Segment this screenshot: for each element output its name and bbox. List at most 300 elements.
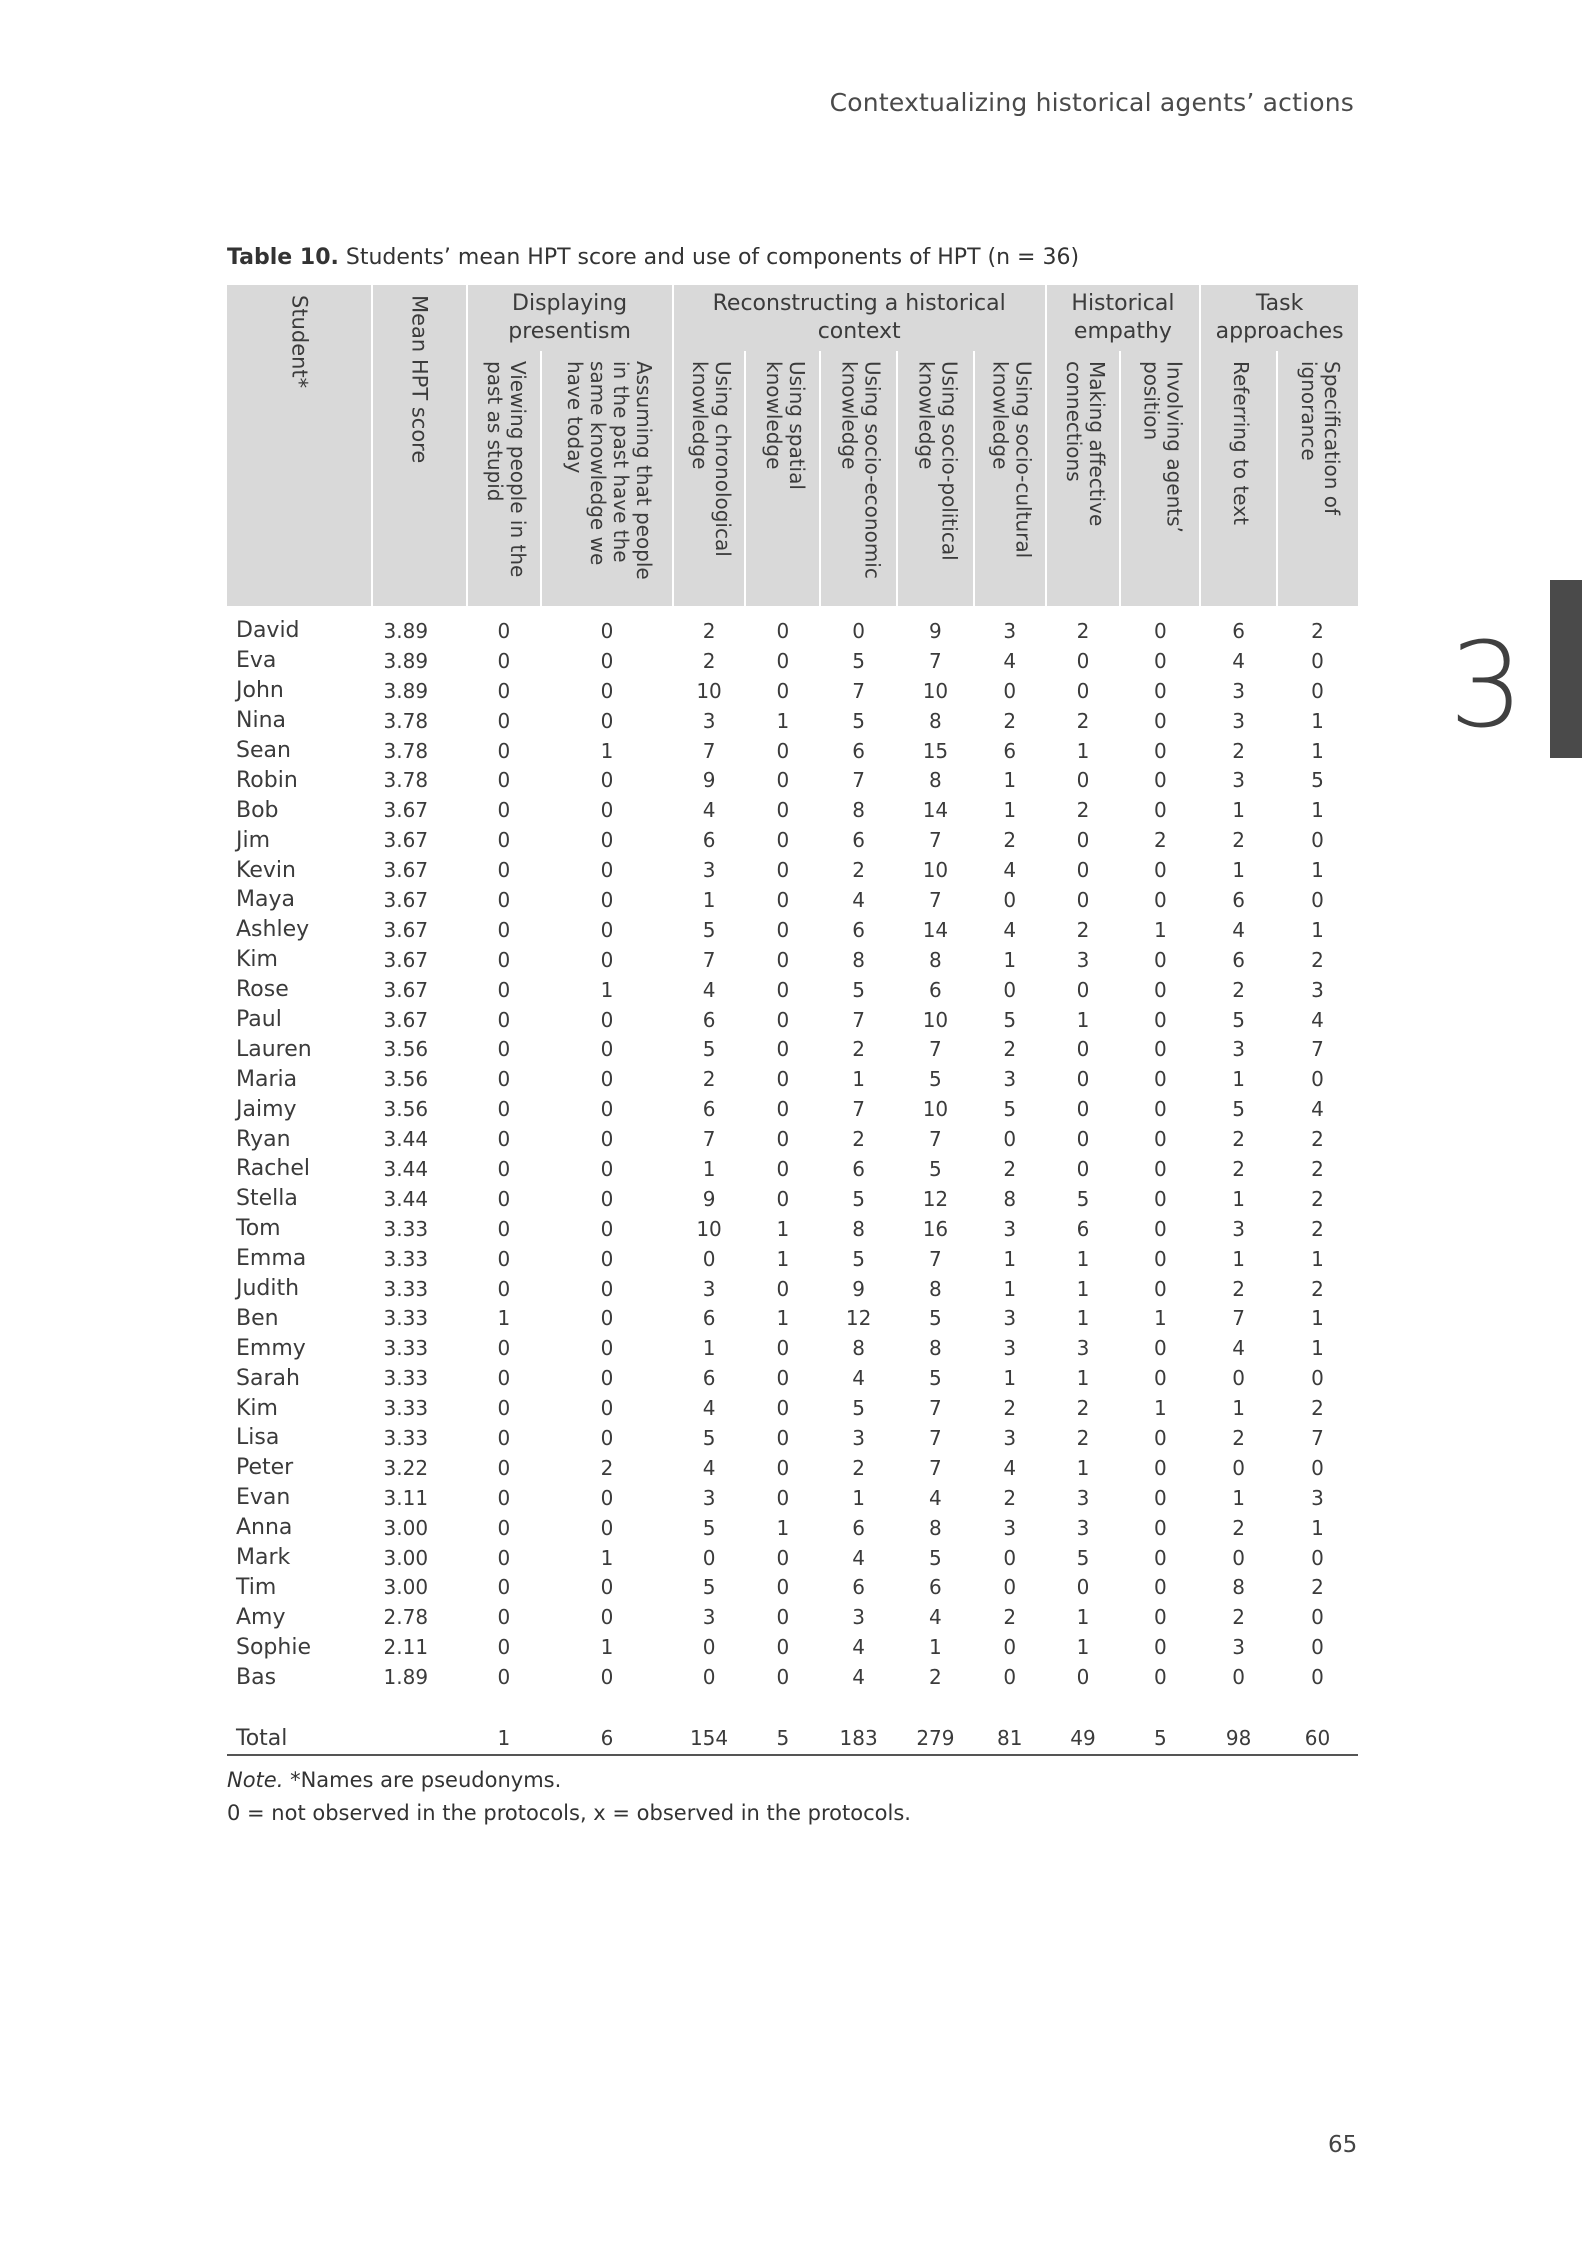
count-cell: 0 — [600, 678, 614, 703]
count-cell: 0 — [497, 828, 511, 853]
count-cell: 2 — [1076, 798, 1090, 823]
count-cell: 2 — [1003, 1037, 1017, 1062]
student-name: Sean — [236, 738, 291, 763]
count-cell: 2 — [1232, 1156, 1246, 1181]
count-cell: 0 — [776, 1127, 790, 1152]
student-name: Maria — [236, 1066, 298, 1092]
count-cell: 1 — [1003, 1276, 1017, 1301]
count-cell: 0 — [776, 1097, 790, 1122]
count-cell: 1 — [776, 1216, 790, 1241]
count-cell: 3 — [1003, 1067, 1017, 1092]
count-cell: 1 — [1076, 1007, 1090, 1032]
count-cell: 0 — [497, 1485, 511, 1510]
count-cell: 0 — [852, 618, 865, 643]
count-cell: 0 — [1003, 887, 1017, 912]
count-cell: 0 — [600, 768, 614, 793]
count-cell: 0 — [776, 1336, 790, 1361]
count-cell: 2 — [852, 858, 865, 883]
count-cell: 3 — [1232, 1216, 1246, 1241]
table-row — [227, 1274, 1358, 1304]
count-cell: 0 — [600, 618, 614, 643]
count-cell: 3 — [1003, 1515, 1017, 1540]
table-row — [227, 1363, 1358, 1393]
mean-score: 3.00 — [383, 1545, 429, 1570]
count-cell: 0 — [1153, 678, 1167, 703]
count-cell: 0 — [1153, 1515, 1167, 1540]
count-cell: 0 — [1153, 1545, 1167, 1570]
table-row — [227, 1034, 1358, 1064]
count-cell: 0 — [497, 1007, 511, 1032]
count-cell: 5 — [702, 1515, 716, 1540]
mean-score: 2.11 — [383, 1635, 429, 1660]
count-cell: 5 — [852, 977, 865, 1002]
count-cell: 0 — [497, 947, 511, 972]
count-cell: 0 — [776, 1396, 790, 1421]
count-cell: 2 — [1003, 828, 1017, 853]
count-cell: 5 — [852, 1246, 865, 1271]
count-cell: 6 — [1232, 947, 1246, 972]
count-cell: 0 — [1003, 1127, 1017, 1152]
count-cell: 0 — [1153, 1366, 1167, 1391]
count-cell: 0 — [1153, 1336, 1167, 1361]
mean-score: 3.00 — [383, 1515, 429, 1540]
count-cell: 1 — [776, 708, 790, 733]
count-cell: 0 — [776, 1455, 790, 1480]
count-cell: 4 — [702, 1396, 716, 1421]
total-cell: 60 — [1277, 1722, 1358, 1755]
count-cell: 0 — [1153, 1216, 1167, 1241]
count-cell: 4 — [1232, 917, 1246, 942]
count-cell: 0 — [1153, 1097, 1167, 1122]
table-row — [227, 855, 1358, 885]
count-cell: 0 — [497, 1425, 511, 1450]
count-cell: 0 — [1003, 1635, 1017, 1660]
student-name: Bob — [236, 797, 279, 823]
count-cell: 0 — [1311, 887, 1324, 912]
total-cell: 49 — [1046, 1722, 1121, 1755]
count-cell: 7 — [852, 678, 865, 703]
count-cell: 0 — [1076, 1127, 1090, 1152]
student-name: Kim — [236, 947, 278, 973]
count-cell: 5 — [852, 1186, 865, 1211]
count-cell: 1 — [1232, 1246, 1246, 1271]
count-cell: 5 — [929, 1156, 942, 1181]
mean-score: 3.67 — [383, 798, 429, 823]
count-cell: 0 — [776, 887, 790, 912]
student-name: Paul — [236, 1007, 282, 1033]
count-cell: 0 — [776, 977, 790, 1002]
count-cell: 0 — [600, 887, 614, 912]
count-cell: 7 — [702, 947, 716, 972]
count-cell: 1 — [1003, 1366, 1017, 1391]
count-cell: 8 — [929, 1336, 942, 1361]
table-row — [227, 736, 1358, 766]
count-cell: 2 — [1232, 1605, 1246, 1630]
student-name: John — [236, 678, 284, 704]
count-cell: 0 — [1076, 648, 1090, 673]
count-cell: 0 — [497, 1665, 511, 1690]
count-cell: 0 — [1153, 1605, 1167, 1630]
mean-score: 3.33 — [383, 1366, 429, 1391]
count-cell: 6 — [702, 828, 716, 853]
student-name: Rose — [236, 977, 289, 1003]
mean-score: 3.67 — [383, 887, 429, 912]
count-cell: 1 — [702, 887, 716, 912]
count-cell: 0 — [600, 1306, 614, 1331]
count-cell: 0 — [1232, 1545, 1246, 1570]
mean-score: 3.78 — [383, 768, 429, 793]
count-cell: 7 — [702, 1127, 716, 1152]
total-cell: 81 — [974, 1722, 1046, 1755]
count-cell: 0 — [1076, 977, 1090, 1002]
student-name: Sophie — [236, 1634, 311, 1660]
count-cell: 0 — [497, 1366, 511, 1391]
count-cell: 0 — [600, 1366, 614, 1391]
count-cell: 1 — [1311, 858, 1324, 883]
count-cell: 4 — [1232, 1336, 1246, 1361]
count-cell: 2 — [1076, 618, 1090, 643]
count-cell: 0 — [1311, 1067, 1324, 1092]
count-cell: 3 — [702, 858, 716, 883]
count-cell: 7 — [929, 1037, 942, 1062]
count-cell: 10 — [922, 858, 949, 883]
count-cell: 5 — [1076, 1545, 1090, 1570]
count-cell: 0 — [497, 738, 511, 763]
count-cell: 0 — [600, 1246, 614, 1271]
count-cell: 0 — [1003, 1545, 1017, 1570]
count-cell: 1 — [1232, 1186, 1246, 1211]
spacer-row — [227, 1692, 1358, 1722]
count-cell: 0 — [600, 1037, 614, 1062]
count-cell: 3 — [1232, 678, 1246, 703]
count-cell: 1 — [1076, 1306, 1090, 1331]
header-col: Using socio-cultural knowledge — [974, 351, 1046, 606]
count-cell: 0 — [776, 1485, 790, 1510]
count-cell: 1 — [1232, 1396, 1246, 1421]
count-cell: 5 — [1232, 1097, 1246, 1122]
count-cell: 2 — [1232, 1515, 1246, 1540]
mean-score: 3.33 — [383, 1246, 429, 1271]
count-cell: 6 — [852, 828, 865, 853]
student-name: Ryan — [236, 1126, 291, 1152]
table-row — [227, 1602, 1358, 1632]
mean-score: 3.78 — [383, 708, 429, 733]
student-name: Anna — [236, 1515, 293, 1541]
student-name: Ashley — [236, 917, 310, 943]
total-cell: 183 — [820, 1722, 897, 1755]
count-cell: 0 — [1003, 977, 1017, 1002]
count-cell: 1 — [1003, 1246, 1017, 1271]
count-cell: 0 — [776, 917, 790, 942]
mean-score: 3.33 — [383, 1425, 429, 1450]
mean-score: 3.89 — [383, 618, 429, 643]
count-cell: 10 — [696, 1216, 722, 1241]
count-cell: 4 — [702, 977, 716, 1002]
count-cell: 2 — [1311, 1575, 1324, 1600]
note-label: Note. — [227, 1768, 284, 1792]
count-cell: 0 — [776, 858, 790, 883]
table-note — [227, 1764, 911, 1830]
count-cell: 0 — [776, 1186, 790, 1211]
count-cell: 0 — [776, 828, 790, 853]
count-cell: 0 — [1153, 1665, 1167, 1690]
header-col: Using socio-economic knowledge — [820, 351, 897, 606]
count-cell: 5 — [702, 1425, 716, 1450]
count-cell: 6 — [852, 1156, 865, 1181]
table-body — [227, 606, 1358, 1755]
mean-score: 3.89 — [383, 678, 429, 703]
total-cell: 1 — [467, 1722, 542, 1755]
count-cell: 7 — [1311, 1037, 1324, 1062]
count-cell: 0 — [600, 708, 614, 733]
count-cell: 6 — [1003, 738, 1017, 763]
count-cell: 1 — [497, 1306, 511, 1331]
count-cell: 0 — [1311, 828, 1324, 853]
count-cell: 7 — [929, 1396, 942, 1421]
count-cell: 2 — [1311, 1127, 1324, 1152]
student-name: Emma — [236, 1246, 307, 1272]
count-cell: 0 — [776, 1665, 790, 1690]
count-cell: 0 — [497, 1455, 511, 1480]
count-cell: 0 — [776, 768, 790, 793]
count-cell: 0 — [1153, 1156, 1167, 1181]
count-cell: 0 — [497, 618, 511, 643]
header-col: Using chronological knowledge — [673, 351, 746, 606]
count-cell: 0 — [776, 798, 790, 823]
count-cell: 8 — [852, 1216, 865, 1241]
count-cell: 0 — [600, 1186, 614, 1211]
count-cell: 0 — [776, 1425, 790, 1450]
count-cell: 2 — [600, 1455, 614, 1480]
count-cell: 2 — [1003, 1485, 1017, 1510]
count-cell: 14 — [922, 798, 949, 823]
mean-score: 3.67 — [383, 977, 429, 1002]
student-name: Robin — [236, 767, 298, 793]
total-cell: 279 — [897, 1722, 974, 1755]
count-cell: 1 — [1076, 738, 1090, 763]
count-cell: 3 — [1076, 947, 1090, 972]
count-cell: 9 — [702, 768, 716, 793]
count-cell: 0 — [1153, 798, 1167, 823]
count-cell: 5 — [929, 1306, 942, 1331]
count-cell: 0 — [776, 678, 790, 703]
count-cell: 5 — [852, 1396, 865, 1421]
count-cell: 5 — [852, 648, 865, 673]
mean-score: 3.11 — [383, 1485, 429, 1510]
table-row — [227, 1064, 1358, 1094]
count-cell: 1 — [1232, 1067, 1246, 1092]
count-cell: 2 — [1076, 1425, 1090, 1450]
count-cell: 0 — [702, 1635, 716, 1660]
count-cell: 5 — [929, 1366, 942, 1391]
count-cell: 4 — [852, 1665, 865, 1690]
count-cell: 1 — [1311, 1246, 1324, 1271]
count-cell: 3 — [702, 1276, 716, 1301]
count-cell: 0 — [497, 1156, 511, 1181]
count-cell: 0 — [600, 1276, 614, 1301]
count-cell: 2 — [1232, 1127, 1246, 1152]
student-name: Emmy — [236, 1335, 306, 1361]
count-cell: 12 — [845, 1306, 872, 1331]
mean-score: 3.00 — [383, 1575, 429, 1600]
count-cell: 1 — [1311, 738, 1324, 763]
count-cell: 0 — [776, 1545, 790, 1570]
count-cell: 0 — [600, 1097, 614, 1122]
header-col: Assuming that people in the past have the same knowledge we have today — [541, 351, 672, 606]
count-cell: 7 — [702, 738, 716, 763]
count-cell: 0 — [600, 1515, 614, 1540]
count-cell: 2 — [1076, 917, 1090, 942]
count-cell: 8 — [929, 947, 942, 972]
count-cell: 2 — [1232, 977, 1246, 1002]
count-cell: 0 — [1153, 768, 1167, 793]
count-cell: 9 — [702, 1186, 716, 1211]
count-cell: 0 — [1153, 1276, 1167, 1301]
count-cell: 4 — [1003, 917, 1017, 942]
count-cell: 1 — [1153, 917, 1167, 942]
table-row — [227, 1244, 1358, 1274]
count-cell: 2 — [929, 1665, 942, 1690]
count-cell: 0 — [1076, 1097, 1090, 1122]
table-row — [227, 1094, 1358, 1124]
table-row — [227, 1184, 1358, 1214]
mean-score: 3.67 — [383, 947, 429, 972]
count-cell: 10 — [922, 678, 949, 703]
count-cell: 0 — [600, 917, 614, 942]
count-cell: 0 — [776, 1276, 790, 1301]
count-cell: 0 — [1153, 1575, 1167, 1600]
student-name: Ben — [236, 1305, 279, 1331]
count-cell: 0 — [1232, 1455, 1246, 1480]
count-cell: 0 — [497, 678, 511, 703]
total-cell: 6 — [541, 1722, 672, 1755]
count-cell: 2 — [702, 648, 716, 673]
count-cell: 0 — [497, 1545, 511, 1570]
count-cell: 1 — [1311, 1306, 1324, 1331]
header-group-empathy: Historical empathy — [1046, 285, 1201, 351]
mean-score: 3.67 — [383, 917, 429, 942]
count-cell: 2 — [1232, 1425, 1246, 1450]
count-cell: 0 — [600, 828, 614, 853]
count-cell: 7 — [929, 887, 942, 912]
mean-score: 3.44 — [383, 1127, 429, 1152]
count-cell: 0 — [497, 1097, 511, 1122]
count-cell: 1 — [600, 1635, 614, 1660]
table-row — [227, 676, 1358, 706]
header-mean-score: Mean HPT score — [372, 285, 467, 606]
count-cell: 2 — [1232, 828, 1246, 853]
count-cell: 4 — [852, 1635, 865, 1660]
count-cell: 4 — [1311, 1007, 1324, 1032]
student-name: Judith — [236, 1276, 300, 1302]
count-cell: 6 — [1232, 618, 1246, 643]
count-cell: 2 — [1076, 1396, 1090, 1421]
count-cell: 5 — [1003, 1007, 1017, 1032]
count-cell: 0 — [776, 947, 790, 972]
count-cell: 3 — [1311, 1485, 1324, 1510]
count-cell: 3 — [1003, 1336, 1017, 1361]
count-cell: 1 — [1076, 1366, 1090, 1391]
count-cell: 10 — [696, 678, 722, 703]
count-cell: 7 — [929, 1425, 942, 1450]
count-cell: 1 — [852, 1485, 865, 1510]
header-col: Making affective connections — [1046, 351, 1121, 606]
count-cell: 1 — [1311, 1336, 1324, 1361]
count-cell: 3 — [1003, 1306, 1017, 1331]
count-cell: 4 — [1003, 858, 1017, 883]
count-cell: 2 — [1311, 1396, 1324, 1421]
mean-score: 3.56 — [383, 1037, 429, 1062]
count-cell: 1 — [600, 977, 614, 1002]
student-name: Jim — [236, 827, 271, 853]
count-cell: 0 — [600, 1067, 614, 1092]
count-cell: 7 — [1232, 1306, 1246, 1331]
count-cell: 6 — [852, 917, 865, 942]
count-cell: 3 — [852, 1425, 865, 1450]
count-cell: 1 — [1153, 1396, 1167, 1421]
count-cell: 8 — [1003, 1186, 1017, 1211]
count-cell: 4 — [1232, 648, 1246, 673]
count-cell: 2 — [1311, 1216, 1324, 1241]
count-cell: 3 — [702, 1605, 716, 1630]
count-cell: 0 — [776, 1007, 790, 1032]
count-cell: 0 — [497, 1575, 511, 1600]
count-cell: 4 — [702, 1455, 716, 1480]
count-cell: 6 — [1076, 1216, 1090, 1241]
count-cell: 6 — [702, 1306, 716, 1331]
mean-score: 3.44 — [383, 1156, 429, 1181]
count-cell: 1 — [1076, 1276, 1090, 1301]
count-cell: 8 — [1232, 1575, 1246, 1600]
count-cell: 0 — [1153, 618, 1167, 643]
header-group-task: Task approaches — [1200, 285, 1358, 351]
table-row — [227, 1303, 1358, 1333]
count-cell: 7 — [929, 1127, 942, 1152]
header-col: Using spatial knowledge — [745, 351, 820, 606]
count-cell: 0 — [600, 947, 614, 972]
count-cell: 1 — [600, 738, 614, 763]
count-cell: 0 — [600, 798, 614, 823]
count-cell: 1 — [852, 1067, 865, 1092]
count-cell: 1 — [1153, 1306, 1167, 1331]
count-cell: 0 — [1003, 1665, 1017, 1690]
count-cell: 5 — [702, 1575, 716, 1600]
chapter-tab — [1550, 580, 1582, 758]
count-cell: 0 — [1153, 977, 1167, 1002]
table-row — [227, 646, 1358, 676]
student-name: Lauren — [236, 1036, 312, 1062]
count-cell: 0 — [497, 858, 511, 883]
table-row — [227, 915, 1358, 945]
count-cell: 0 — [1232, 1665, 1246, 1690]
count-cell: 0 — [600, 1575, 614, 1600]
header-group-row — [227, 285, 1358, 351]
count-cell: 0 — [1311, 648, 1324, 673]
table-row — [227, 1154, 1358, 1184]
table-row — [227, 1662, 1358, 1692]
count-cell: 1 — [1003, 947, 1017, 972]
count-cell: 8 — [929, 708, 942, 733]
count-cell: 6 — [702, 1366, 716, 1391]
mean-score: 3.78 — [383, 738, 429, 763]
count-cell: 0 — [776, 1575, 790, 1600]
count-cell: 0 — [600, 1127, 614, 1152]
count-cell: 4 — [929, 1485, 942, 1510]
table-row — [227, 1333, 1358, 1363]
count-cell: 0 — [497, 708, 511, 733]
student-name: Rachel — [236, 1156, 310, 1182]
count-cell: 1 — [776, 1246, 790, 1271]
